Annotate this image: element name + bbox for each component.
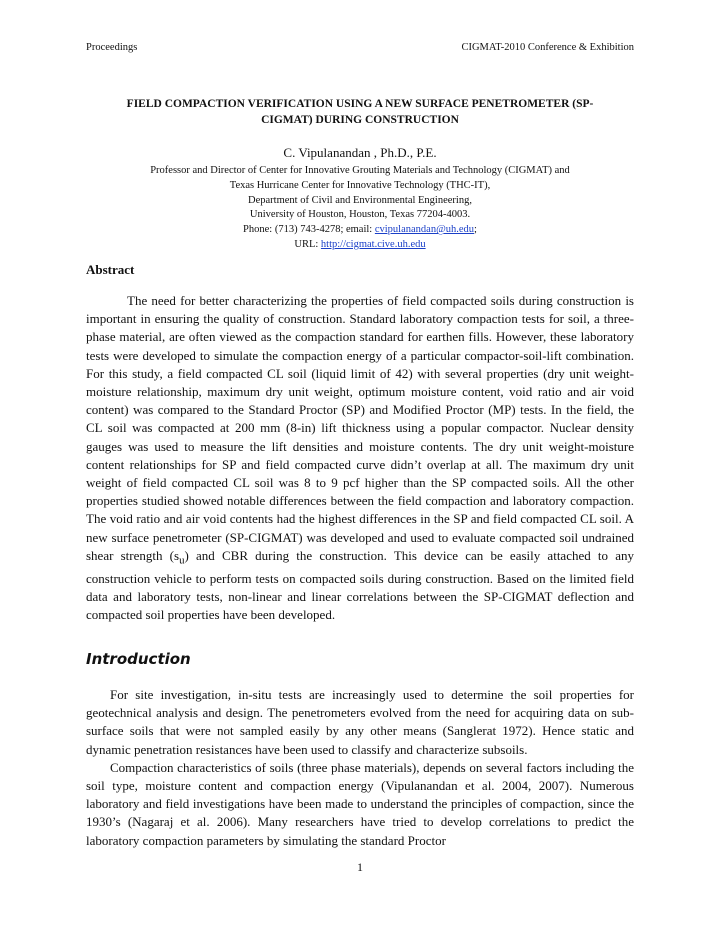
url-line	[86, 238, 634, 253]
introduction-body	[86, 686, 634, 850]
affiliation-line-2: Texas Hurricane Center for Innovative Technology (THC-IT),	[229, 179, 491, 191]
header-right: CIGMAT-2010 Conference & Exhibition	[461, 42, 634, 53]
affiliation-line-4: University of Houston, Houston, Texas 77204-4003.	[249, 209, 471, 221]
intro-paragraph-1: For site investigation, in-situ tests are increasingly used to determine the soil properties for geotechnical analysis and design. The penetrometers evolved from the need for acquiring data on sub-surface soils that were not sampled easily by any other means (Sanglerat 1972). Hence static and dynamic penetration resistances have been used to classify and characterize subsoils.	[86, 687, 634, 757]
abstract-text-1: The need for better characterizing the properties of field compacted soils during construction is important in ensuring the quality of construction. Standard laboratory compaction tests for soil, a three-phase material, are often viewed as the compaction standard for earthen fills. However, these laboratory tests were developed to simulate the compaction energy of a particular compactor-soil-lift combination. For this study, a field compacted CL soil (liquid limit of 42) with several properties (dry unit weight-moisture relationship, maximum dry unit weight, optimum moisture content, void ratio and air void content) was compared to the Standard Proctor (SP) and Modified Proctor (MP) tests. In the field, the CL soil was compacted at 200 mm (8-in) lift thickness using a popular compactor. Nuclear density gauges was used to measure the lift densities and moisture contents. The dry unit weight-moisture content relationships for SP and field compacted curve didn’t overlap at all. The maximum dry unit weight of field compacted CL soil was 8 to 9 pcf higher than the SP compacted soils. All the other properties studied showed notable differences between the field compaction and laboratory compaction. The void ratio and air void contents had the highest differences in the SP and field compacted CL soil. A new surface penetrometer (SP-CIGMAT) was developed and used to evaluate compacted soil undrained shear strength (s	[86, 293, 634, 563]
title-line-2: CIGMAT) DURING CONSTRUCTION	[261, 114, 459, 126]
abstract-subscript: u	[179, 554, 185, 567]
title-line-1: FIELD COMPACTION VERIFICATION USING A NEW SURFACE PENETROMETER (SP-	[126, 98, 594, 110]
intro-paragraph-2: Compaction characteristics of soils (three phase materials), depends on several factors including the soil type, moisture content and compaction energy (Vipulanandan et al. 2004, 2007). Numerous laboratory and field investigations have been made to understand the principles of compaction, since the 1930’s (Nagaraj et al. 2006). Many researchers have tried to develop correlations to predict the laboratory compaction parameters by simulating the standard Proctor	[86, 759, 634, 848]
introduction-heading: Introduction	[86, 650, 191, 668]
header-left: Proceedings	[86, 42, 138, 53]
contact-suffix: ;	[474, 224, 477, 236]
website-link[interactable]: http://cigmat.cive.uh.edu	[320, 238, 426, 250]
author-name: C. Vipulanandan , Ph.D., P.E.	[283, 145, 437, 160]
abstract-heading: Abstract	[86, 262, 135, 277]
paper-title	[86, 96, 634, 128]
affiliation-line-1: Professor and Director of Center for Innovative Grouting Materials and Technology (CIGMAT) and	[150, 165, 570, 176]
affiliation-block	[86, 164, 634, 253]
phone-text: Phone: (713) 743-4278; email:	[243, 224, 375, 236]
page-number: 1	[357, 860, 363, 874]
running-header	[86, 42, 634, 58]
affiliation-line-3: Department of Civil and Environmental Engineering,	[248, 194, 472, 206]
url-label: URL:	[294, 238, 321, 250]
abstract-text-2: ) and CBR during the construction. This device can be easily attached to any construction vehicle to perform tests on compacted soils during construction. Based on the limited field data and laboratory tests, non-linear and linear correlations between the SP-CIGMAT deflection and compacted soil properties have been developed.	[86, 547, 634, 623]
contact-line	[86, 223, 634, 238]
email-link[interactable]: cvipulanandan@uh.edu	[374, 224, 475, 236]
abstract-paragraph	[86, 292, 634, 624]
